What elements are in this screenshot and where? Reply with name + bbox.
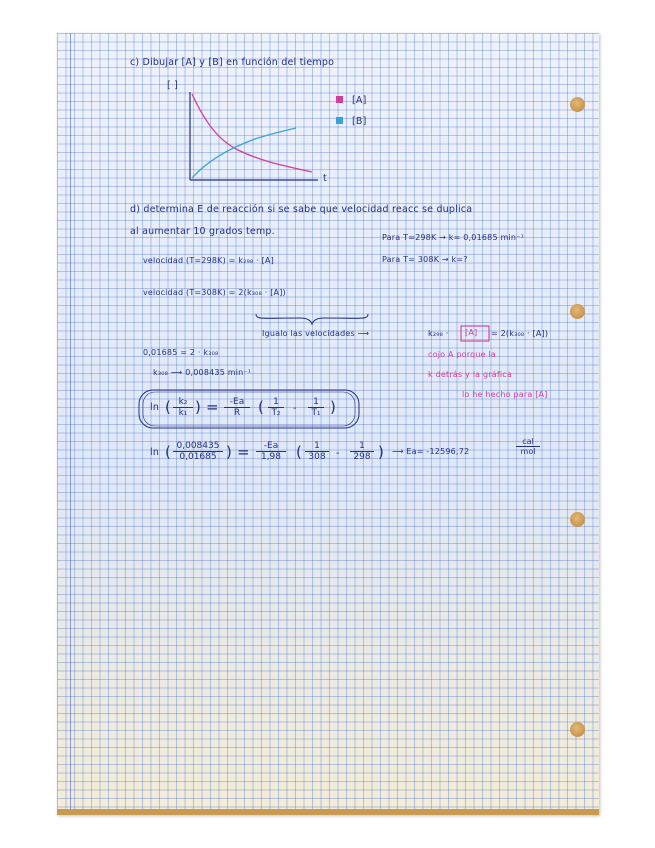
calc-ln: ln (150, 447, 160, 458)
calc-k-den: 0,01685 (179, 452, 217, 462)
given-298: Para T=298K → k= 0,01685 min⁻¹ (382, 233, 525, 242)
equalize-label: Igualo las velocidades ⟶ (262, 329, 370, 338)
formula-t2-den: T₂ (271, 408, 281, 418)
calc-t1-ratio (350, 441, 374, 462)
formula-t1-num: 1 (308, 397, 324, 408)
step-2: k₃₀₈ ⟶ 0,008435 min⁻¹ (153, 368, 252, 377)
legend-b-label: [B] (352, 116, 367, 127)
calc-temp-open: ( (296, 443, 303, 461)
note-line-1: cojo A porque la (428, 350, 497, 359)
formula-k-num: k₂ (173, 397, 193, 408)
formula-open-paren: ( (165, 398, 172, 416)
formula-close-eq: ) = (195, 398, 219, 416)
underbrace (256, 314, 368, 324)
section-d-line-2: al aumentar 10 grados temp. (130, 226, 275, 237)
formula-ln: ln (150, 402, 160, 413)
calc-ea-num: -Ea (256, 441, 286, 452)
result-unit (516, 437, 540, 456)
x-axis-label: t (323, 173, 327, 184)
formula-ea-den: R (233, 408, 241, 418)
formula-k-den: k₁ (178, 408, 188, 418)
formula-temp-close: ) (330, 398, 337, 416)
curve-a (192, 94, 312, 172)
section-d-line-1: d) determina E de reacción si se sabe que velocidad reacc se duplica (130, 204, 473, 215)
legend-b-marker (336, 117, 343, 124)
rate-308: velocidad (T=308K) = 2(k₃₀₈ · [A]) (143, 288, 286, 297)
calc-t2-num: 1 (305, 441, 329, 452)
calc-minus: - (336, 448, 340, 459)
result-ea: ⟶ Ea= -12596,72 (392, 447, 470, 456)
section-c-title: c) Dibujar [A] y [B] en función del tiempo (130, 57, 335, 68)
calc-open-paren: ( (165, 443, 172, 461)
step-1: 0,01685 = 2 · k₃₀₈ (143, 348, 219, 357)
result-unit-num: cal (516, 437, 540, 447)
equalize-lhs: k₂₉₈ · (428, 329, 449, 338)
formula-t2-ratio (268, 397, 284, 418)
formula-t2-num: 1 (268, 397, 284, 408)
y-axis-label: [ ] (167, 80, 179, 91)
formula-t1-ratio (308, 397, 324, 418)
calc-t1-num: 1 (350, 441, 374, 452)
calc-close-eq: ) = (226, 443, 250, 461)
formula-ea-num: -Ea (224, 397, 250, 408)
result-unit-den: mol (520, 447, 536, 456)
calc-ea-den: 1,98 (260, 452, 282, 462)
note-line-3: lo he hecho para [A] (462, 390, 548, 399)
calc-t2-ratio (305, 441, 329, 462)
legend-a-label: [A] (352, 95, 367, 106)
note-line-2: k detrás y la gráfica (428, 370, 512, 379)
calc-t2-den: 308 (308, 452, 326, 462)
formula-k-ratio (173, 397, 193, 418)
calc-ea-ratio (256, 441, 286, 462)
formula-ea-ratio (224, 397, 250, 418)
formula-minus: - (293, 403, 297, 414)
equalize-rhs: = 2(k₃₀₈ · [A]) (491, 329, 549, 338)
calc-k-ratio (173, 441, 223, 462)
calc-t1-den: 298 (353, 452, 371, 462)
formula-t1-den: T₁ (311, 408, 321, 418)
equalize-boxed-a: [A] (465, 328, 478, 337)
given-308: Para T= 308K → k=? (382, 255, 468, 264)
rate-298: velocidad (T=298K) = k₂₉₈ · [A] (143, 256, 274, 265)
calc-k-num: 0,008435 (173, 441, 223, 452)
formula-temp-open: ( (258, 398, 265, 416)
legend-a-marker (336, 96, 343, 103)
calc-temp-close: ) (378, 443, 385, 461)
